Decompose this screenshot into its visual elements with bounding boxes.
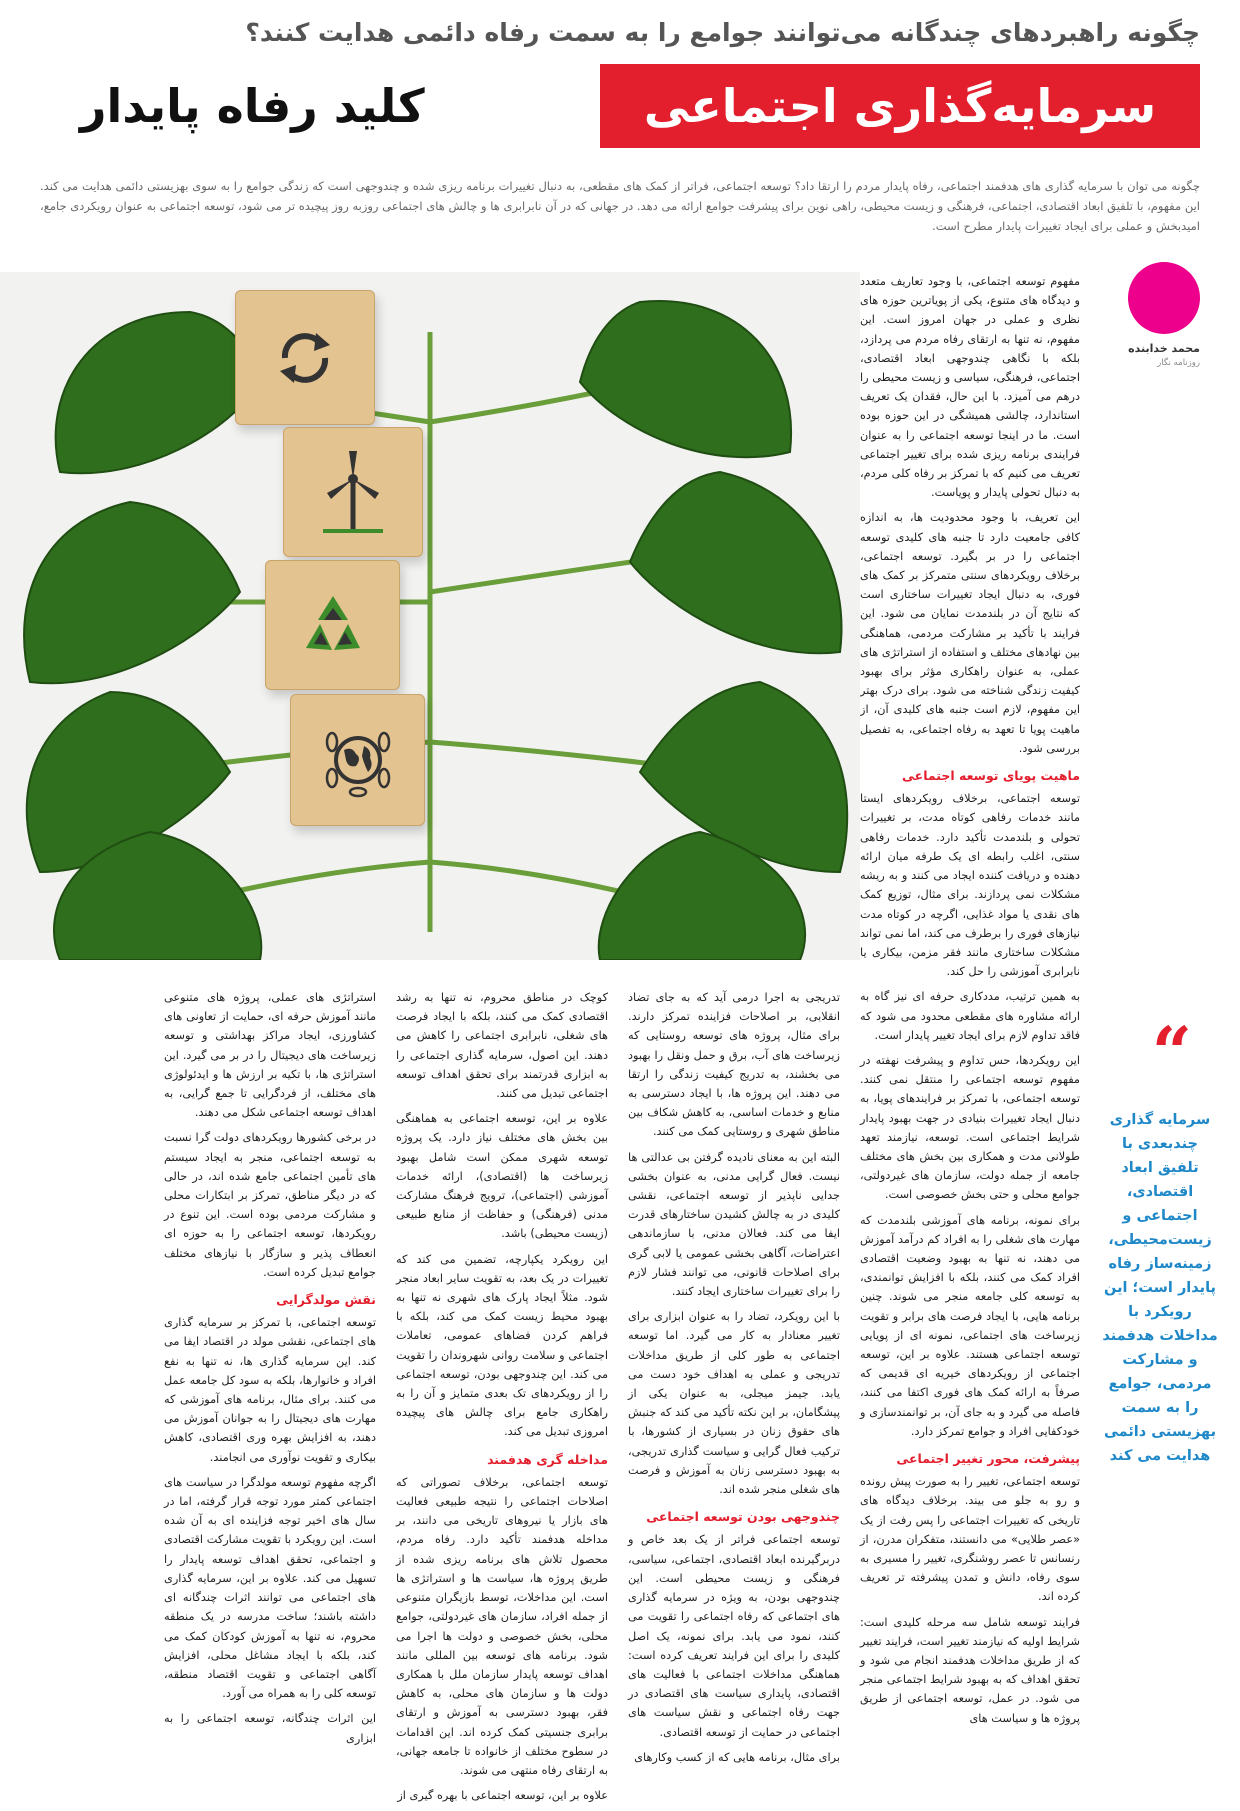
author-name: محمد خدابنده <box>1128 342 1200 355</box>
refresh-arrows-icon <box>270 323 340 393</box>
leaf <box>56 312 260 473</box>
pull-quote: سرمایه گذاری چندبعدی با تلفیق ابعاد اقتصادی، اجتماعی و زیست‌محیطی، زمینه‌ساز رفاه پایدار است؛ این رویکرد با مداخلات هدفمند و مشارکت مردمی، جوامع را به سمت بهزیستی دائمی هدایت می کند <box>1102 1112 1218 1464</box>
paragraph: استراتژی های عملی، پروژه های متنوعی مانند آموزش حرفه ای، حمایت از تعاونی های کشاورزی، ایجاد مراکز بهداشتی و توسعه زیرساخت های دیجیتال را در بر می گیرد. این استراتژی ها، با تکیه بر ارزش ها و ایدئولوژی های مختلف، از فردگرایی تا جمع گرایی، به اهداف توسعه اجتماعی شکل می دهند. <box>164 991 376 1120</box>
wooden-cube <box>283 427 423 557</box>
paragraph: توسعه اجتماعی، با تمرکز بر سرمایه گذاری های اجتماعی، نقشی مولد در اقتصاد ایفا می کند. این سرمایه گذاری ها، نه تنها به نفع افراد و خانوارها، بلکه به سود کل جامعه عمل می کنند. برای مثال، برنامه های آموزشی که مهارت های دیجیتال را به جوانان آموزش می دهند، به افزایش بهره وری اقتصادی، کاهش بیکاری و تقویت نوآوری می انجامند. <box>164 1316 376 1464</box>
section-heading: پیشرفت، محور تغییر اجتماعی <box>896 1450 1080 1466</box>
leaves-graphic <box>0 272 860 960</box>
paragraph: کوچک در مناطق محروم، نه تنها به رشد اقتصادی کمک می کنند، بلکه با ایجاد فرصت های شغلی، نابرابری اجتماعی را کاهش می دهند. این اصول، سرمایه گذاری اجتماعی را به ابزاری قدرتمند برای تحقق اهداف توسعه اجتماعی تبدیل می کنند. <box>396 991 608 1101</box>
headline-kicker: چگونه راهبردهای چندگانه می‌توانند جوامع را به سمت رفاه دائمی هدایت کنند؟ <box>245 18 1200 47</box>
paragraph: توسعه اجتماعی، تغییر را به صورت پیش رونده و رو به جلو می بیند. برخلاف دیدگاه های تاریخی که تغییرات اجتماعی را پس رفت از یک «عصر طلایی» می دانستند، متفکران مدرن، از رنسانس تا عصر روشنگری، تغییر را مسیری به سوی رفاه، دانش و تمدن پیشرفته تر تعریف کرده اند. <box>860 1475 1080 1604</box>
section-heading: مداخله گری هدفمند <box>487 1451 608 1467</box>
section-heading: نقش مولدگرایی <box>276 1292 376 1308</box>
paragraph: برای مثال، برنامه هایی که از کسب وکارهای <box>634 1750 840 1764</box>
paragraph: اگرچه مفهوم توسعه مولدگرا در سیاست های اجتماعی کمتر مورد توجه قرار گرفته، اما در سال های اخیر توجه فزاینده ای به آن شده است. این رویکرد با تقویت مشارکت اقتصادی و اجتماعی، تحقق اهداف توسعه پایدار را تسهیل می کند. علاوه بر این، سرمایه گذاری های اجتماعی می توانند اثرات چندگانه ای داشته باشند؛ ساخت مدرسه در یک منطقه محروم، نه تنها به آموزش کودکان کمک می کند، بلکه با ایجاد مشاغل محلی، افزایش آگاهی اجتماعی و تقویت اقتصاد منطقه، توسعه کلی را به همراه می آورد. <box>164 1475 376 1701</box>
quote-mark-icon: “ <box>1151 1011 1192 1094</box>
section-heading: چندوجهی بودن توسعه اجتماعی <box>646 1509 840 1525</box>
wooden-cube <box>290 694 425 826</box>
paragraph: تدریجی به اجرا درمی آید که به جای تضاد انقلابی، بر اصلاحات فزاینده تمرکز دارند. برای مثال، پروژه های توسعه روستایی که زیرساخت های آب، برق و حمل ونقل را بهبود می بخشند، به تدریج کیفیت زندگی را ارتقا می دهند. این پروژه ها، با ایجاد دسترسی به منابع و خدمات اساسی، به کاهش شکاف بین مناطق شهری و روستایی کمک می کنند. <box>628 991 840 1139</box>
column-right <box>860 272 1080 1734</box>
author-role: روزنامه نگار <box>1157 358 1200 368</box>
paragraph: این رویکرد یکپارچه، تضمین می کند که تغییرات در یک بعد، به تقویت سایر ابعاد منجر شود. مثلاً ایجاد پارک های شهری نه تنها به بهبود محیط زیست کمک می کند، بلکه با فراهم کردن فضاهای عمومی، تعاملات اجتماعی و سلامت روانی شهروندان را تقویت می کند. این چندوجهی بودن، توسعه اجتماعی را از رویکردهای تک بعدی متمایز و آن را به راهکاری جامع برای چالش های پیچیده امروزی تبدیل می کند. <box>396 1252 608 1439</box>
headline-black-part: کلید رفاه پایدار <box>80 79 425 133</box>
column-3 <box>396 988 608 1811</box>
paragraph: برای نمونه، برنامه های آموزشی بلندمدت که مهارت های شغلی را به افراد کم درآمد آموزش می دهند، نه تنها به بهبود وضعیت اقتصادی افراد کمک می کنند، بلکه با افزایش توانمندی، به توسعه کلی جامعه منجر می شوند. چنین برنامه هایی، با ایجاد فرصت های برابر و تقویت زیرساخت های اجتماعی، نمونه ای از پویایی توسعه اجتماعی هستند. علاوه بر این، توسعه اجتماعی از رویکردهای خیریه ای قدیمی که صرفاً به ارائه کمک های فوری اکتفا می کنند، فاصله می گیرد و به جای آن، بر توانمندسازی و خودکفایی افراد و جوامع تمرکز دارد. <box>860 1213 1080 1438</box>
paragraph: با این رویکرد، تضاد را به عنوان ابزاری برای تغییر معنادار به کار می گیرد. اما توسعه اجتماعی به طور کلی از طریق مداخلات تدریجی و عملی به اهداف خود دست می یابد. جیمز میجلی، به عنوان یکی از پیشگامان، بر این نکته تأکید می کند که جنبش های حقوق زنان در بسیاری از کشورها، با ترکیب فعال گرایی و سیاست گذاری تدریجی، به بهبود دسترسی زنان به آموزش و فرصت های شغلی منجر شده اند. <box>628 1310 840 1497</box>
wooden-cube <box>235 290 375 425</box>
paragraph: مفهوم توسعه اجتماعی، با وجود تعاریف متعدد و دیدگاه های متنوع، یکی از پویاترین حوزه های نظری و عملی در جهان امروز است. این مفهوم، نه تنها به ارتقای رفاه مردم می پردازد، بلکه با نگاهی چندوجهی ابعاد اقتصادی، اجتماعی، فرهنگی، سیاسی و زیست محیطی را درهم می آمیزد. با این حال، فقدان یک تعریف استاندارد، چالشی همیشگی در این حوزه بوده است. ما در اینجا توسعه اجتماعی را به عنوان فرایندی برنامه ریزی شده برای تغییر اجتماعی تعریف می کنیم که با تمرکز بر رفاه کلی مردم، به دنبال تحولی پایدار و پویاست. <box>860 275 1080 500</box>
section-heading: ماهیت پویای توسعه اجتماعی <box>902 768 1080 784</box>
paragraph: فرایند توسعه شامل سه مرحله کلیدی است: شرایط اولیه که نیازمند تغییر است، فرایند تغییر که از طریق مداخلات هدفمند انجام می شود و تحقق اهداف که به بهبود شرایط اجتماعی منجر می شود. در عمل، توسعه اجتماعی از طریق پروژه ها و سیاست های <box>860 1615 1080 1725</box>
globe-leaves-icon <box>318 720 398 800</box>
leaf <box>24 502 240 683</box>
paragraph: توسعه اجتماعی، برخلاف تصوراتی که اصلاحات اجتماعی را نتیجه طبیعی فعالیت های بازار یا نیروهای تاریخی می دانند، بر مداخله هدفمند تأکید دارد. رفاه مردم، محصول تلاش های برنامه ریزی شده از طریق پروژه ها، سیاست ها و استراتژی ها است. این مداخلات، توسط بازیگران متنوعی از جمله افراد، سازمان های غیردولتی، جوامع محلی، بخش خصوصی و دولت ها اجرا می شود. برنامه های توسعه بین المللی مانند اهداف توسعه پایدار سازمان ملل با همکاری دولت ها و سازمان های محلی، به کاهش فقر، بهبود دسترسی به آموزش و ارتقای برابری جنسیتی کمک کرده اند. این اقدامات در سطوح مختلف از خانواده تا جامعه جهانی، به ارتقای رفاه منتهی می شوند. <box>396 1475 608 1777</box>
leaf <box>630 472 842 653</box>
article-illustration <box>0 272 860 960</box>
paragraph: این رویکردها، حس تداوم و پیشرفت نهفته در مفهوم توسعه اجتماعی را منتقل نمی کنند. توسعه اجتماعی، با تمرکز بر فرایندهای پویا، به دنبال ایجاد تغییرات بنیادی در جهت بهبود پایدار شرایط اجتماعی است. توسعه، نیازمند تعهد طولانی مدت و همکاری بین بخش های مختلف جامعه از جمله دولت، سازمان های غیردولتی، جوامع محلی و حتی بخش خصوصی است. <box>860 1053 1080 1202</box>
paragraph: علاوه بر این، توسعه اجتماعی با بهره گیری از <box>397 1789 608 1803</box>
paragraph: توسعه اجتماعی، برخلاف رویکردهای ایستا مانند خدمات رفاهی کوتاه مدت، بر تغییرات تحولی و بلندمدت تأکید دارد. خدمات رفاهی سنتی، اغلب رابطه ای یک طرفه میان ارائه دهنده و دریافت کننده ایجاد می کنند و به ریشه مشکلات نمی پردازند. برای مثال، توزیع کمک های نقدی یا مواد غذایی، اگرچه در کوتاه مدت نیازهای فوری را برطرف می کند، اما نمی تواند مشکلات ساختاری مانند فقر مزمن، بیکاری یا نابرابری آموزشی را حل کند. <box>860 792 1080 979</box>
paragraph: این اثرات چندگانه، توسعه اجتماعی را به ابزاری <box>164 1712 376 1745</box>
column-2 <box>628 988 840 1773</box>
paragraph: این تعریف، با وجود محدودیت ها، به اندازه کافی جامعیت دارد تا جنبه های کلیدی توسعه اجتماعی را در بر بگیرد. توسعه اجتماعی، برخلاف رویکردهای سنتی متمرکز بر کمک های فوری، به دنبال ایجاد تغییرات ساختاری است که نتایج آن در بلندمدت نمایان می شود. این فرایند با تأکید بر مشارکت مردمی، هماهنگی بین نهادهای مختلف و استفاده از استراتژی های عملی، به عنوان راهکاری مؤثر برای بهبود کیفیت زندگی شناخته می شود. برای درک بهتر این مفهوم، لازم است جنبه های کلیدی آن، از ماهیت پویا تا تعهد به رفاه اجتماعی، به تفصیل بررسی شود. <box>860 511 1080 755</box>
paragraph: توسعه اجتماعی فراتر از یک بعد خاص و دربرگیرنده ابعاد اقتصادی، اجتماعی، سیاسی، فرهنگی و زیست محیطی است. این چندوجهی بودن، به ویژه در سرمایه گذاری های اجتماعی که رفاه اجتماعی را تقویت می کنند، نمود می یابد. برای نمونه، یک اصل کلیدی را برای این فرایند تعریف کرده است: هماهنگی مداخلات اجتماعی با فعالیت های اقتصادی، پایداری سیاست های اقتصادی در جهت رفاه اجتماعی و نقش سیاست های اجتماعی در حمایت از توسعه اقتصادی. <box>628 1533 840 1739</box>
headline-red-part: سرمایه‌گذاری اجتماعی <box>600 64 1200 148</box>
paragraph: به همین ترتیب، مددکاری حرفه ای نیز گاه به ارائه مشاوره های مقطعی محدود می شود که فاقد تداوم لازم برای ایجاد تغییر پایدار است. <box>860 990 1080 1042</box>
paragraph: علاوه بر این، توسعه اجتماعی به هماهنگی بین بخش های مختلف نیاز دارد. یک پروژه توسعه شهری ممکن است شامل بهبود زیرساخت ها (اقتصادی)، ارائه خدمات آموزشی (اجتماعی)، ترویج فرهنگ مشارکت مدنی (فرهنگی) و حفاظت از منابع طبیعی (زیست محیطی) باشد. <box>396 1112 608 1241</box>
paragraph: البته این به معنای نادیده گرفتن بی عدالتی ها نیست. فعال گرایی مدنی، به عنوان بخشی جدایی ناپذیر از توسعه اجتماعی، نقشی کلیدی در به چالش کشیدن ساختارهای قدرت ایفا می کند. فعالان مدنی، با سازماندهی اعتراضات، آگاهی بخشی عمومی یا لابی گری برای اصلاحات قانونی، می توانند فشار لازم را برای تغییرات ساختاری ایجاد کنند. <box>628 1150 840 1299</box>
wooden-cube <box>265 560 400 690</box>
wind-turbine-icon <box>313 447 393 537</box>
lead-paragraph: چگونه می توان با سرمایه گذاری های هدفمند اجتماعی، رفاه پایدار مردم را ارتقا داد؟ توسعه اجتماعی، فراتر از کمک های مقطعی، به دنبال تغییرات برنامه ریزی شده و چندوجهی است که زندگی جوامع را به سوی بهزیستی دائمی هدایت می کند. این مفهوم، با تلفیق ابعاد اقتصادی، اجتماعی، فرهنگی و زیست محیطی، راهی نوین برای پیشرفت جوامع ارائه می دهد. در جهانی که در آن نابرابری ها و چالش های اجتماعی روزبه روز پیچیده تر می شود، توسعه اجتماعی به عنوان رویکردی جامع، امیدبخش و عملی برای ایجاد تغییرات پایدار مطرح است. <box>40 179 1200 233</box>
author-avatar <box>1128 262 1200 334</box>
leaf <box>580 301 791 457</box>
paragraph: در برخی کشورها رویکردهای دولت گرا نسبت به توسعه اجتماعی، منجر به ایجاد سیستم های تأمین اجتماعی جامع شده اند، در حالی که در دیگر مناطق، تمرکز بر ابتکارات محلی و مشارکت مردمی بوده است. این تنوع در رویکردها، توسعه اجتماعی را به حوزه ای انعطاف پذیر و سازگار با نیازهای مختلف جوامع تبدیل کرده است. <box>164 1131 376 1279</box>
recycle-icon <box>298 590 368 660</box>
column-4 <box>164 988 376 1754</box>
